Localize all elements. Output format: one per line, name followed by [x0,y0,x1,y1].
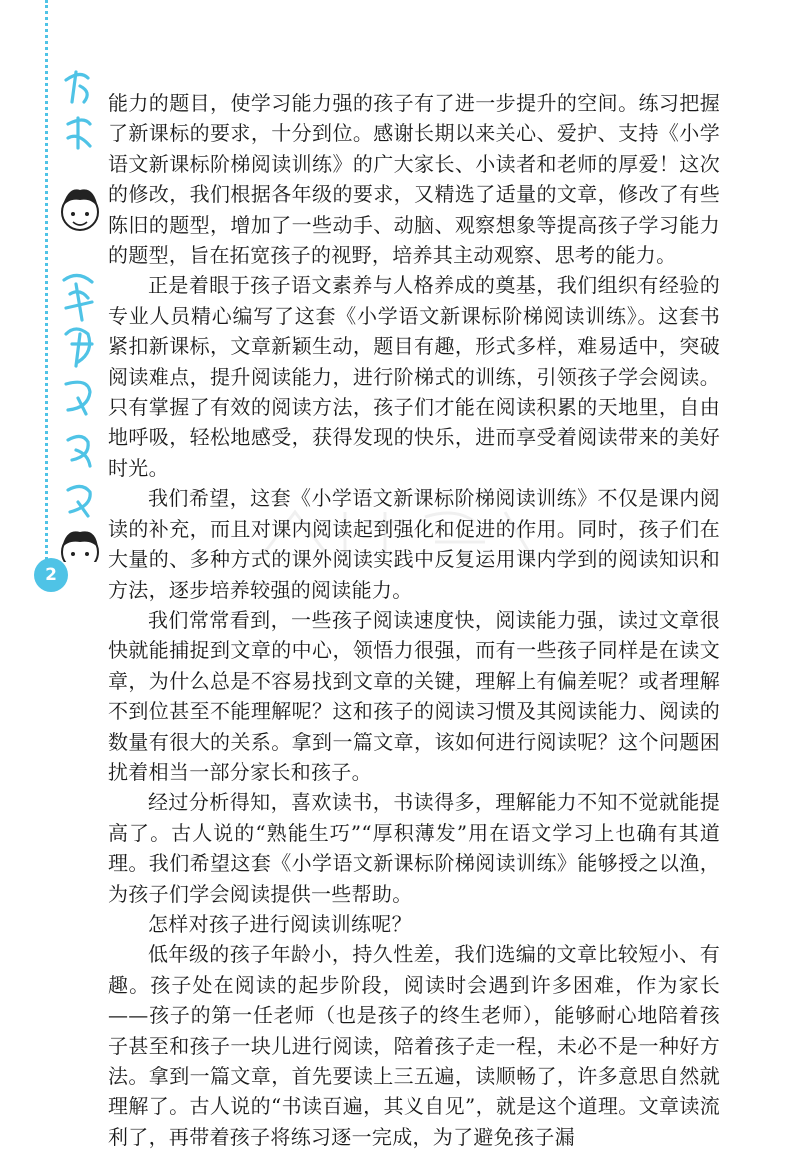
page-number-badge: 2 [34,558,68,592]
dotted-margin-line [45,0,48,560]
paragraph-6: 怎样对孩子进行阅读训练呢？ [148,911,412,936]
side-decoration [58,62,102,562]
paragraph-2: 正是着眼于孩子语文素养与人格养成的奠基，我们组织有经验的专业人员精心编写了这套《小学语文新课标阶梯阅读训练》。这套书紧扣新课标，文章新颖生动，题目有趣，形式多样，难易适中，突破阅读难点，提升阅读能力，进行阶梯式的训练，引领孩子学会阅读。只有掌握了有效的阅读方法，孩子们才能在阅读积累的天地里，自由地呼吸，轻松地感受，获得发现的快乐，进而享受着阅读带来的美好时光。 [108,273,720,480]
paragraph-5: 经过分析得知，喜欢读书，书读得多，理解能力不知不觉就能提高了。古人说的“熟能生巧”“厚积薄发”用在语文学习上也确有其道理。我们希望这套《小学语文新课标阶梯阅读训练》能够授之以渔，为孩子们学会阅读提供一些帮助。 [108,790,720,906]
paragraph-1: 能力的题目，使学习能力强的孩子有了进一步提升的空间。练习把握了新课标的要求，十分到位。感谢长期以来关心、爱护、支持《小学语文新课标阶梯阅读训练》的广大家长、小读者和老师的厚爱！这次的修改，我们根据各年级的要求，又精选了适量的文章，修改了有些陈旧的题型，增加了一些动手、动脑、观察想象等提高孩子学习能力的题型，旨在拓宽孩子的视野，培养其主动观察、思考的能力。 [108,91,720,268]
paragraph-7: 低年级的孩子年龄小，持久性差，我们选编的文章比较短小、有趣。孩子处在阅读的起步阶段，阅读时会遇到许多困难，作为家长——孩子的第一任老师（也是孩子的终生老师），能够耐心地陪着孩子甚至和孩子一块儿进行阅读，陪着孩子走一程，未必不是一种好方法。拿到一篇文章，首先要读上三五遍，读顺畅了，许多意思自然就理解了。古人说的“书读百遍，其义自见”，就是这个道理。文章读流利了，再带着孩子将练习逐一完成，为了避免孩子漏 [108,942,720,1149]
cartoon-child-face-icon [62,189,98,230]
paragraph-3: 我们希望，这套《小学语文新课标阶梯阅读训练》不仅是课内阅读的补充，而且对课内阅读起到强化和促进的作用。同时，孩子们在大量的、多种方式的课外阅读实践中反复运用课内学到的阅读知识和方法，逐步培养较强的阅读能力。 [108,486,720,602]
article-body [108,88,720,1152]
paragraph-4: 我们常常看到，一些孩子阅读速度快，阅读能力强，读过文章很快就能捕捉到文章的中心，领悟力很强，而有一些孩子同样是在读文章，为什么总是不容易找到文章的关键，理解上有偏差呢？或者理解不到位甚至不能理解呢？这和孩子的阅读习惯及其阅读能力、阅读的数量有很大的关系。拿到一篇文章，该如何进行阅读呢？这个问题困扰着相当一部分家长和孩子。 [108,607,720,784]
cartoon-child-face-icon-2 [62,531,98,562]
handwritten-title-icon [58,62,102,562]
